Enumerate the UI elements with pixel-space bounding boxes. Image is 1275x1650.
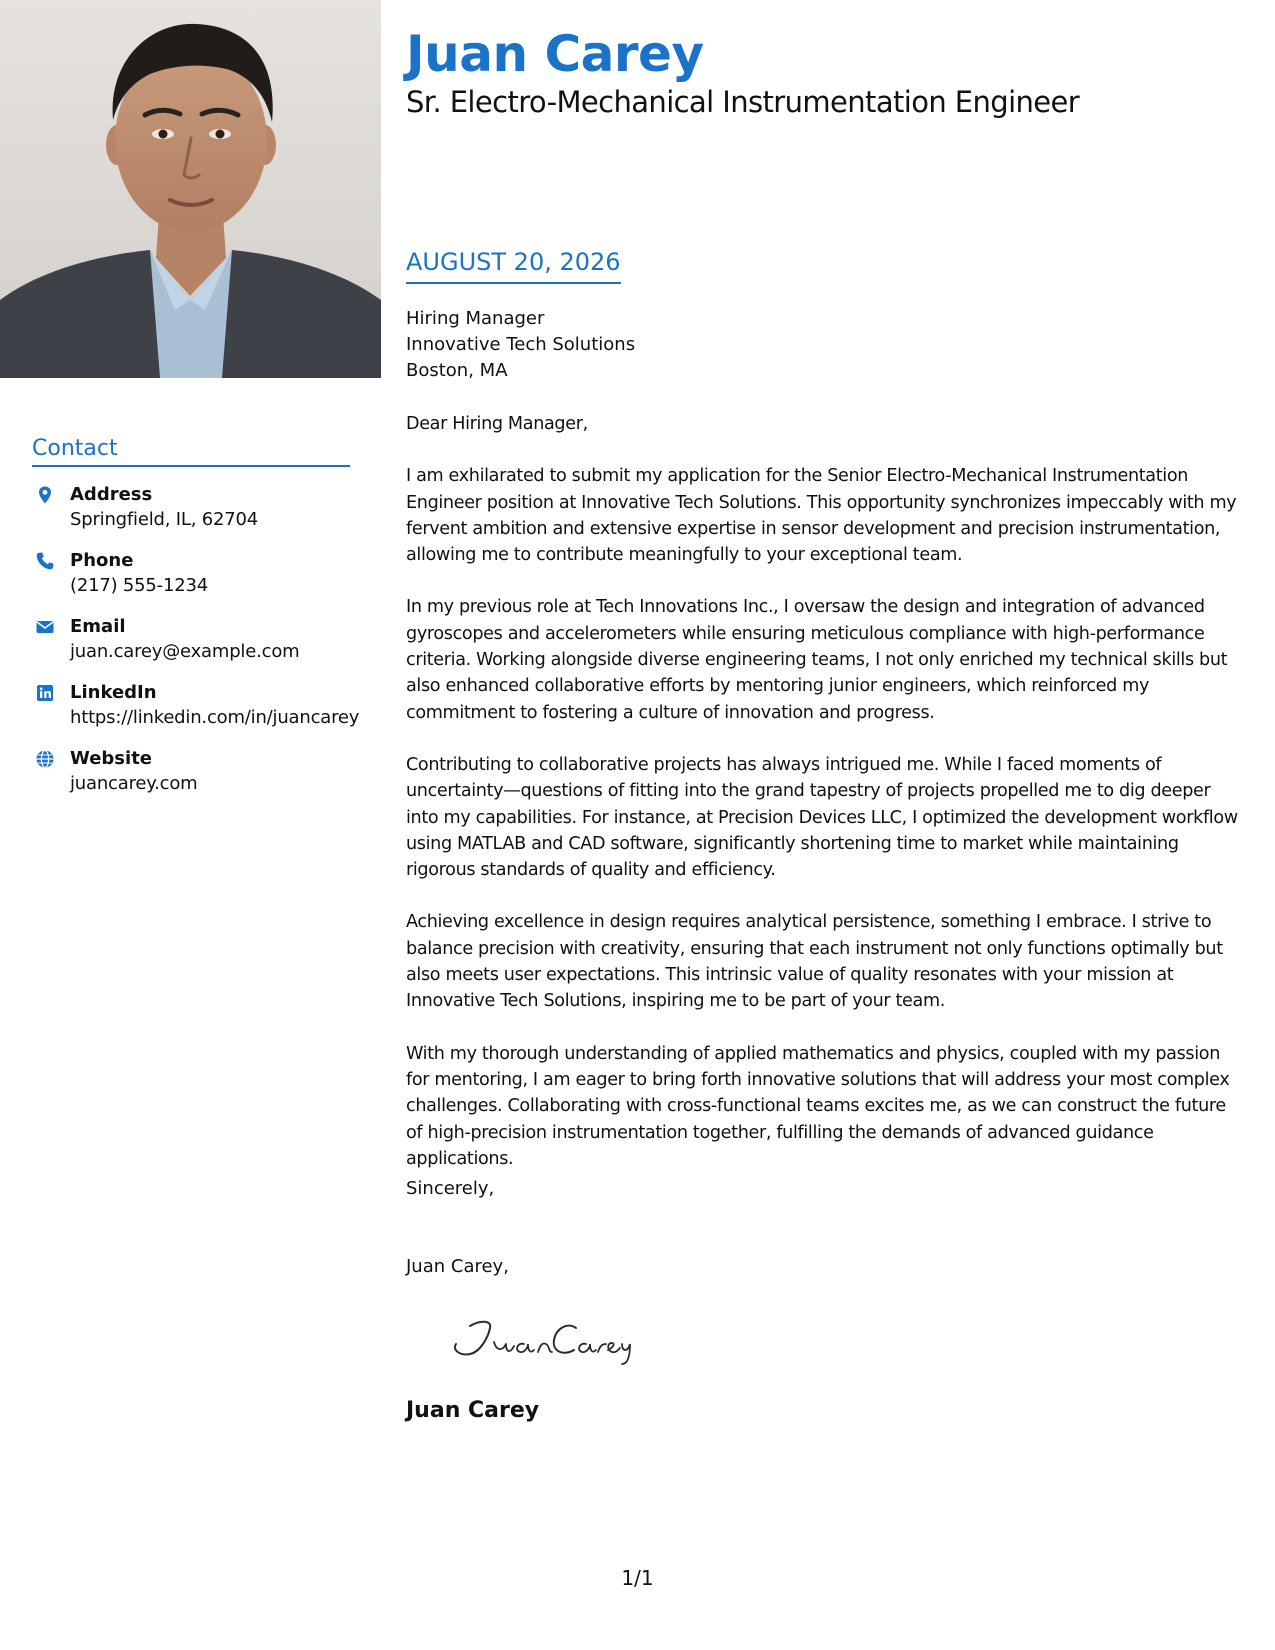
- contact-value-website[interactable]: juancarey.com: [70, 773, 198, 794]
- letter-paragraph: I am exhilarated to submit my application for the Senior Electro-Mechanical Instrumentation Engineer position at Innovative Tech Solutions. This opportunity synchronizes impeccably with my fervent ambition and extensive expertise in sensor development and precision instrumentation, allowing me to contribute meaningfully to your exceptional team.: [406, 466, 1237, 566]
- contact-item-website[interactable]: [32, 747, 350, 797]
- contact-item-email[interactable]: [32, 615, 350, 665]
- recipient-block: [406, 306, 635, 384]
- contact-value-phone: (217) 555-1234: [70, 575, 208, 596]
- letter-paragraph: Contributing to collaborative projects has always intrigued me. While I faced moments of uncertainty—questions of fitting into the grand tapestry of projects propelled me to dig deeper into my capabilities. For instance, at Precision Devices LLC, I optimized the development workflow using MATLAB and CAD software, significantly shortening time to market while maintaining rigorous standards of quality and efficiency.: [406, 754, 1238, 881]
- contact-value-linkedin[interactable]: https://linkedin.com/in/juancarey: [70, 707, 360, 728]
- contact-label-email: Email: [70, 616, 126, 637]
- contact-label-linkedin: LinkedIn: [70, 682, 157, 703]
- linkedin-icon: [35, 683, 55, 703]
- signature: [440, 1308, 640, 1368]
- envelope-icon: [35, 617, 55, 637]
- profile-photo: [0, 0, 381, 378]
- contact-item-phone: [32, 549, 350, 599]
- portrait-illustration: [0, 0, 381, 378]
- letter-paragraph: In my previous role at Tech Innovations Inc., I oversaw the design and integration of advanced gyroscopes and accelerometers while ensuring meticulous compliance with high-performance criteria. Working alongside diverse engineering teams, I not only enriched my technical skills but also enhanced collaborative efforts by mentoring junior engineers, which reinforced my commitment to fostering a culture of innovation and progress.: [406, 597, 1228, 723]
- contact-label-phone: Phone: [70, 550, 134, 571]
- letter-paragraph: With my thorough understanding of applied mathematics and physics, coupled with my passion for mentoring, I am eager to bring forth innovative solutions that will address your most complex challenges. Collaborating with cross-functional teams excites me, as we can construct the future of high-precision instrumentation together, fulfilling the demands of advanced guidance applications.: [406, 1043, 1230, 1169]
- recipient-location: Boston, MA: [406, 360, 508, 381]
- handwritten-signature: [440, 1308, 640, 1368]
- contact-heading: Contact: [32, 436, 350, 467]
- contact-item-linkedin[interactable]: [32, 681, 360, 731]
- page-number: 1/1: [621, 1566, 654, 1590]
- contact-item-address: [32, 483, 350, 533]
- map-pin-icon: [35, 485, 55, 505]
- letter-body: [406, 411, 1246, 1198]
- recipient-company: Innovative Tech Solutions: [406, 334, 636, 355]
- letter-date: AUGUST 20, 2026: [406, 246, 621, 284]
- contact-value-address: Springfield, IL, 62704: [70, 509, 259, 530]
- contact-label-website: Website: [70, 748, 153, 769]
- letter-paragraph: Achieving excellence in design requires analytical persistence, something I embrace. I strive to balance precision with creativity, ensuring that each instrument not only functions optimally but also meets user expectations. This intrinsic value of quality resonates with your mission at Innovative Tech Solutions, inspiring me to be part of your team.: [406, 912, 1223, 1012]
- contact-section: [32, 436, 360, 797]
- globe-icon: [35, 749, 55, 769]
- contact-label-address: Address: [70, 484, 153, 505]
- printed-name: Juan Carey: [406, 1398, 540, 1423]
- applicant-name: Juan Carey: [406, 25, 704, 83]
- phone-icon: [35, 551, 55, 571]
- job-title: Sr. Electro-Mechanical Instrumentation Engineer: [406, 85, 1080, 119]
- contact-value-email[interactable]: juan.carey@example.com: [70, 641, 300, 662]
- recipient-title: Hiring Manager: [406, 308, 545, 329]
- signoff-name: Juan Carey,: [406, 1256, 509, 1277]
- salutation: Dear Hiring Manager,: [406, 414, 588, 434]
- closing: Sincerely,: [406, 1178, 495, 1199]
